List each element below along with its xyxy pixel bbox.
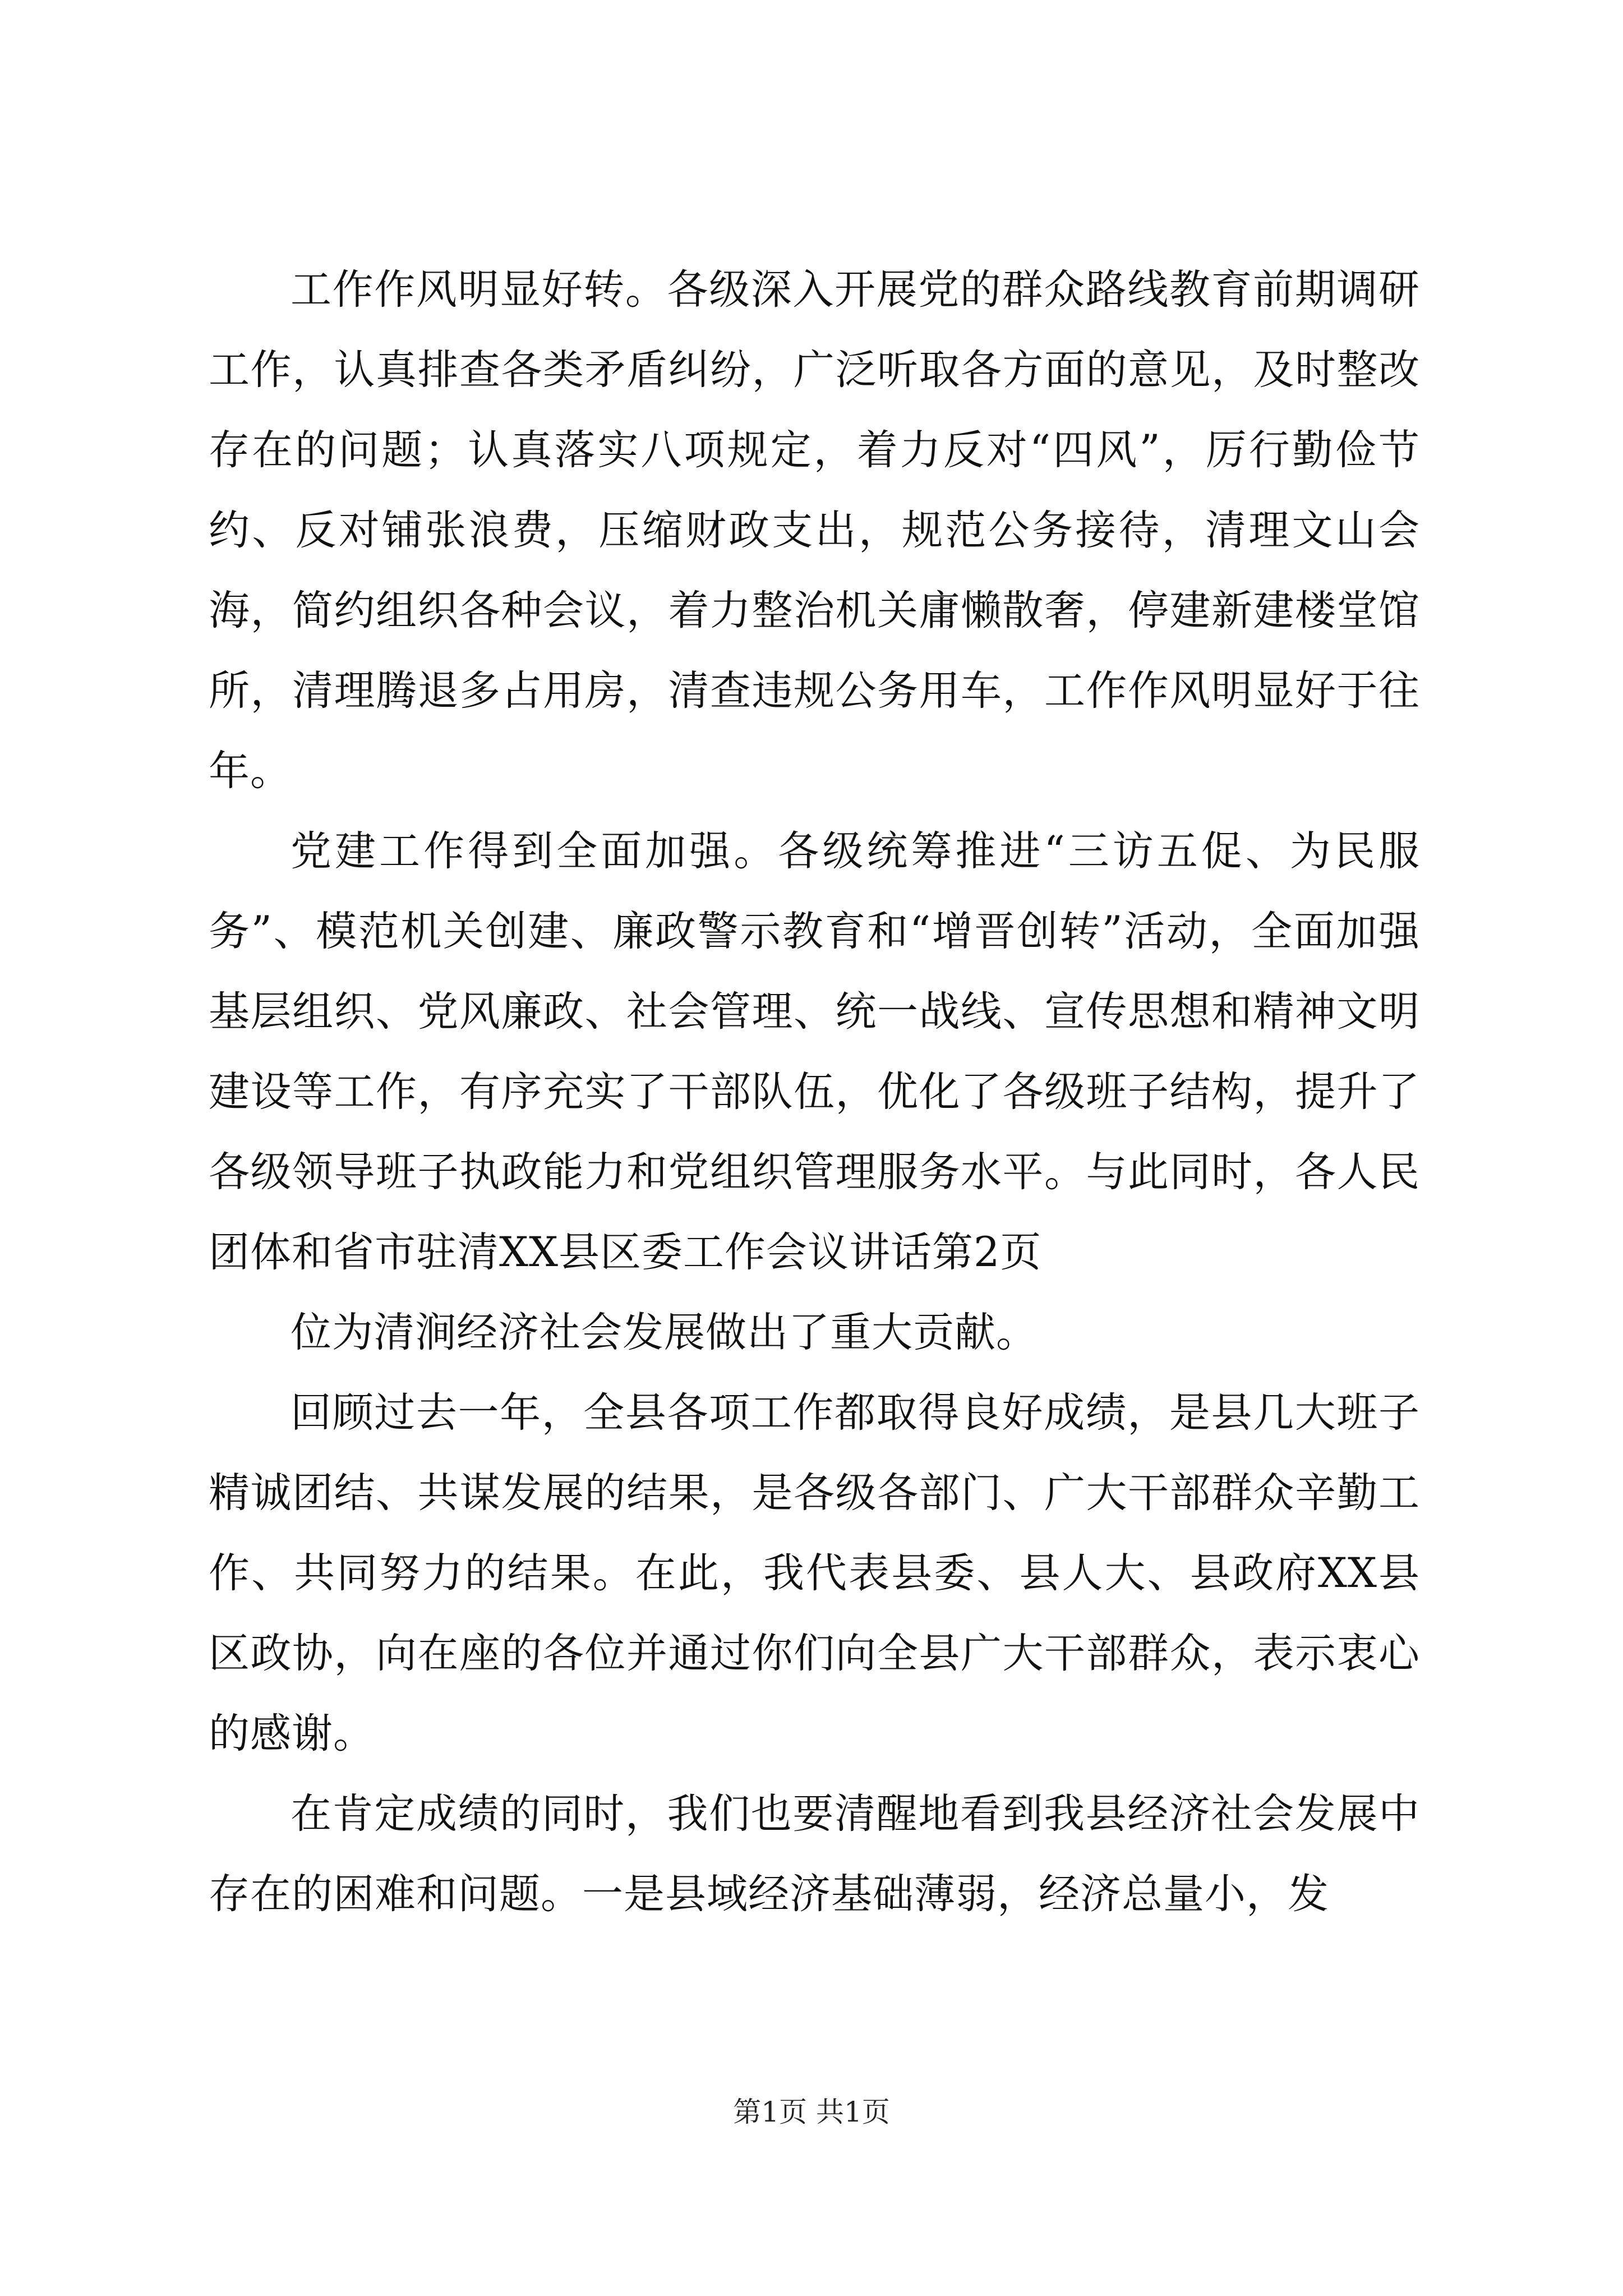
document-body: [209, 250, 1420, 1934]
paragraph-party-building: 党建工作得到全面加强。各级统筹推进“三访五促、为民服务”、模范机关创建、廉政警示教育和“增晋创转”活动，全面加强基层组织、党风廉政、社会管理、统一战线、宣传思想和精神文明建设等工作，有序充实了干部队伍，优化了各级班子结构，提升了各级领导班子执政能力和党组织管理服务水平。与此同时，各人民团体和省市驻清XX县区委工作会议讲话第2页: [209, 827, 1420, 1276]
page-footer: 第1页 共1页: [733, 2096, 890, 2128]
paragraph-review: 回顾过去一年，全县各项工作都取得良好成绩，是县几大班子精诚团结、共谋发展的结果，是各级各部门、广大干部群众辛勤工作、共同努力的结果。在此，我代表县委、县人大、县政府XX县区政协，向在座的各位并通过你们向全县广大干部群众，表示衷心的感谢。: [209, 1389, 1420, 1757]
paragraph-work-style: 工作作风明显好转。各级深入开展党的群众路线教育前期调研工作，认真排查各类矛盾纠纷，广泛听取各方面的意见，及时整改存在的问题；认真落实八项规定，着力反对“四风”，厉行勤俭节约、反对铺张浪费，压缩财政支出，规范公务接待，清理文山会海，简约组织各种会议，着力整治机关庸懒散奢，停建新建楼堂馆所，清理腾退多占用房，清查违规公务用车，工作作风明显好于往年。: [209, 266, 1420, 795]
paragraph-contribution: 位为清涧经济社会发展做出了重大贡献。: [291, 1309, 1038, 1356]
paragraph-problems: 在肯定成绩的同时，我们也要清醒地看到我县经济社会发展中存在的困难和问题。一是县域经济基础薄弱，经济总量小，发: [209, 1790, 1420, 1918]
